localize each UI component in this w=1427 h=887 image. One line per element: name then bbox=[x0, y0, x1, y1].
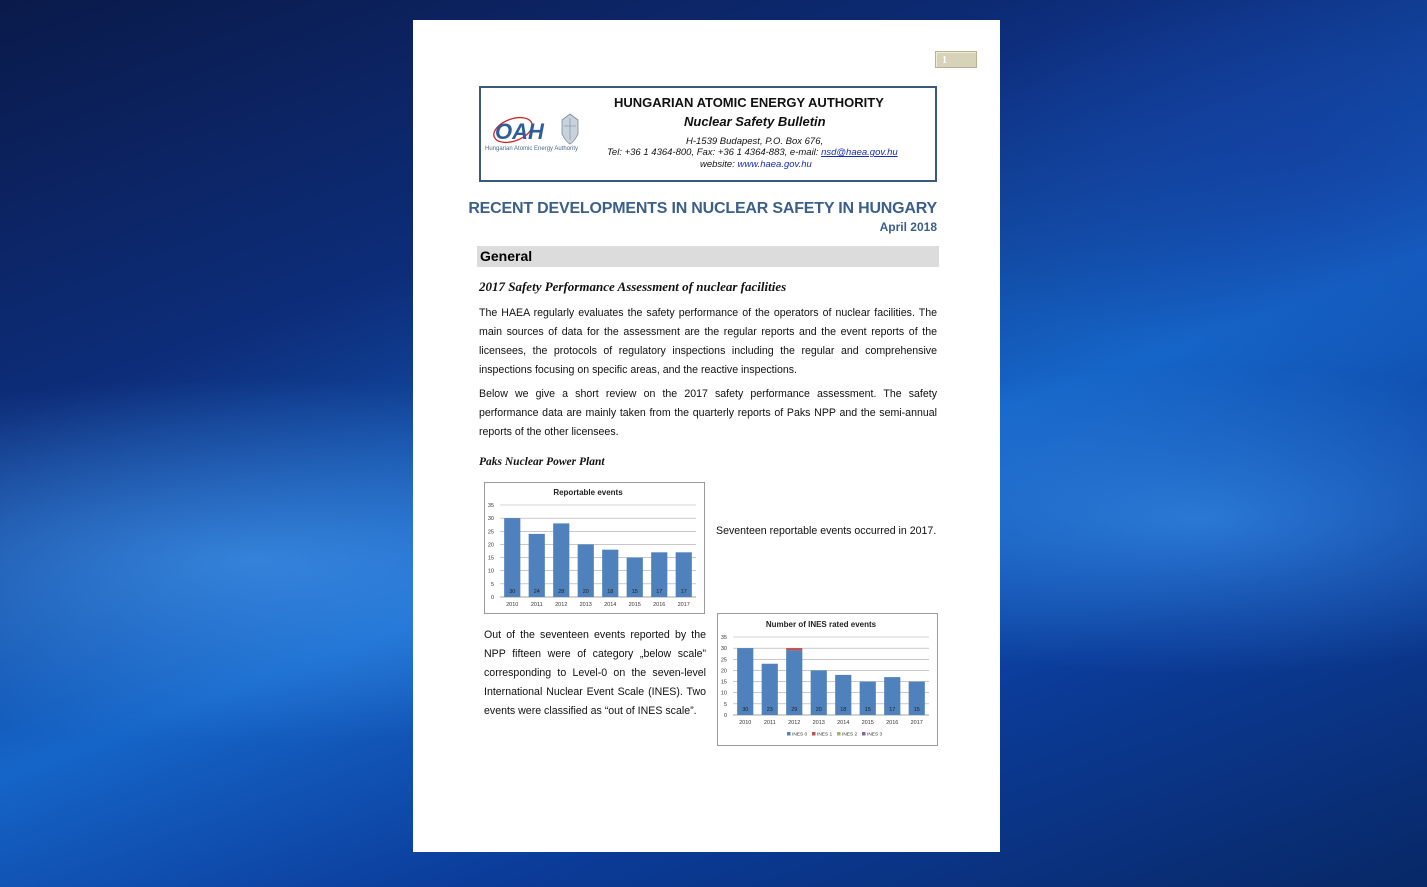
logo-caption: Hungarian Atomic Energy Authority bbox=[485, 146, 579, 152]
reportable-events-svg bbox=[485, 483, 704, 613]
contact-prefix: Tel: +36 1 4364-800, Fax: +36 1 4364-883, e-mail: bbox=[607, 147, 822, 158]
address-line: H-1539 Budapest, P.O. Box 676, bbox=[686, 136, 824, 147]
bar-data-label: 18 bbox=[840, 707, 847, 713]
bar-data-label: 18 bbox=[607, 589, 614, 595]
y-tick-label: 30 bbox=[720, 646, 727, 653]
page-number: 1 bbox=[935, 51, 977, 68]
bar-data-label: 23 bbox=[766, 707, 773, 713]
bar-data-label: 15 bbox=[864, 707, 871, 713]
x-tick-label: 2010 bbox=[506, 602, 519, 608]
x-tick-label: 2017 bbox=[910, 720, 923, 726]
y-tick-label: 10 bbox=[720, 690, 727, 697]
bar bbox=[786, 650, 802, 715]
legend-swatch bbox=[862, 732, 866, 736]
organization-name: HUNGARIAN ATOMIC ENERGY AUTHORITY bbox=[614, 95, 884, 110]
bar bbox=[786, 648, 802, 650]
website-link[interactable]: www.haea.gov.hu bbox=[737, 159, 812, 170]
x-tick-label: 2013 bbox=[812, 720, 825, 726]
x-tick-label: 2016 bbox=[653, 602, 666, 608]
legend-label: INES 3 bbox=[867, 732, 883, 738]
plant-heading: Paks Nuclear Power Plant bbox=[479, 456, 605, 468]
contact-line bbox=[607, 147, 898, 158]
x-tick-label: 2017 bbox=[677, 602, 690, 608]
x-tick-label: 2011 bbox=[530, 602, 543, 608]
legend-swatch bbox=[787, 732, 791, 736]
section-title: General bbox=[480, 248, 533, 264]
page-title: RECENT DEVELOPMENTS IN NUCLEAR SAFETY IN HUNGARY bbox=[468, 200, 937, 217]
bar-data-label: 20 bbox=[815, 707, 822, 713]
x-tick-label: 2012 bbox=[555, 602, 568, 608]
logo-text: OAH bbox=[495, 119, 544, 144]
x-tick-label: 2013 bbox=[579, 602, 592, 608]
ines-events-chart bbox=[717, 613, 938, 746]
x-tick-label: 2012 bbox=[788, 720, 801, 726]
chart1-caption: Seventeen reportable events occurred in 2017. bbox=[716, 525, 937, 537]
ines-events-svg bbox=[718, 614, 937, 745]
bar-data-label: 24 bbox=[533, 589, 540, 595]
y-tick-label: 0 bbox=[490, 595, 494, 601]
bar-data-label: 20 bbox=[582, 589, 589, 595]
legend-label: INES 0 bbox=[792, 732, 808, 738]
x-tick-label: 2010 bbox=[739, 720, 752, 726]
paragraph-2: Below we give a short review on the 2017 safety performance assessment. The safety performance data are mainly taken from the quarterly reports of Paks NPP and the semi-annual reports of the other licensees. bbox=[479, 388, 937, 438]
bar bbox=[504, 518, 520, 597]
bar-data-label: 15 bbox=[631, 589, 638, 595]
website-line bbox=[700, 159, 812, 170]
reportable-events-chart bbox=[484, 482, 705, 614]
bulletin-name: Nuclear Safety Bulletin bbox=[684, 114, 826, 129]
chart2-caption: Out of the seventeen events reported by the NPP fifteen were of category „below scale” corresponding to Level-0 on the seven-level International Nuclear Event Scale (INES). Two events were classified as “out of INES scale”. bbox=[484, 629, 706, 717]
bar-data-label: 15 bbox=[913, 707, 920, 713]
document-page bbox=[413, 20, 1000, 852]
y-tick-label: 35 bbox=[487, 503, 494, 509]
y-tick-label: 5 bbox=[723, 701, 727, 708]
email-link[interactable]: nsd@haea.gov.hu bbox=[821, 147, 898, 158]
legend-swatch bbox=[837, 732, 841, 736]
y-tick-label: 25 bbox=[720, 657, 727, 664]
y-tick-label: 15 bbox=[720, 679, 727, 686]
bar bbox=[553, 523, 569, 597]
y-tick-label: 0 bbox=[723, 713, 727, 719]
y-tick-label: 10 bbox=[487, 568, 494, 575]
y-tick-label: 35 bbox=[720, 635, 727, 641]
x-tick-label: 2016 bbox=[886, 720, 899, 726]
subheading: 2017 Safety Performance Assessment of nuclear facilities bbox=[479, 279, 787, 294]
website-prefix: website: bbox=[700, 159, 738, 170]
x-tick-label: 2015 bbox=[628, 602, 641, 608]
bar-data-label: 28 bbox=[558, 589, 565, 595]
y-tick-label: 20 bbox=[487, 542, 494, 549]
chart-title: Number of INES rated events bbox=[765, 620, 877, 629]
bar-data-label: 30 bbox=[509, 589, 516, 595]
y-tick-label: 15 bbox=[487, 555, 494, 562]
bar bbox=[737, 648, 753, 715]
legend-label: INES 1 bbox=[817, 732, 833, 738]
bar-data-label: 17 bbox=[680, 589, 687, 595]
y-tick-label: 30 bbox=[487, 516, 494, 523]
paragraph-1: The HAEA regularly evaluates the safety performance of the operators of nuclear facilities. The main sources of data for the assessment are the regular reports and the event reports of the licensees, the protocols of regulatory inspections including the regular and comprehensive inspections focusing on specific areas, and the reactive inspections. bbox=[479, 307, 937, 376]
issue-date: April 2018 bbox=[879, 220, 937, 234]
y-tick-label: 25 bbox=[487, 529, 494, 536]
bar-data-label: 17 bbox=[889, 707, 896, 713]
legend-swatch bbox=[812, 732, 816, 736]
x-tick-label: 2015 bbox=[861, 720, 874, 726]
bar bbox=[529, 534, 545, 597]
bar-data-label: 30 bbox=[742, 707, 749, 713]
y-tick-label: 5 bbox=[490, 581, 494, 588]
bulletin-header bbox=[479, 86, 937, 182]
x-tick-label: 2014 bbox=[837, 720, 850, 726]
chart-title: Reportable events bbox=[553, 488, 623, 497]
y-tick-label: 20 bbox=[720, 668, 727, 675]
bar-data-label: 29 bbox=[791, 707, 798, 713]
x-tick-label: 2011 bbox=[763, 720, 776, 726]
legend-label: INES 2 bbox=[842, 732, 858, 738]
bar-data-label: 17 bbox=[656, 589, 663, 595]
section-header bbox=[477, 246, 939, 267]
x-tick-label: 2014 bbox=[604, 602, 617, 608]
